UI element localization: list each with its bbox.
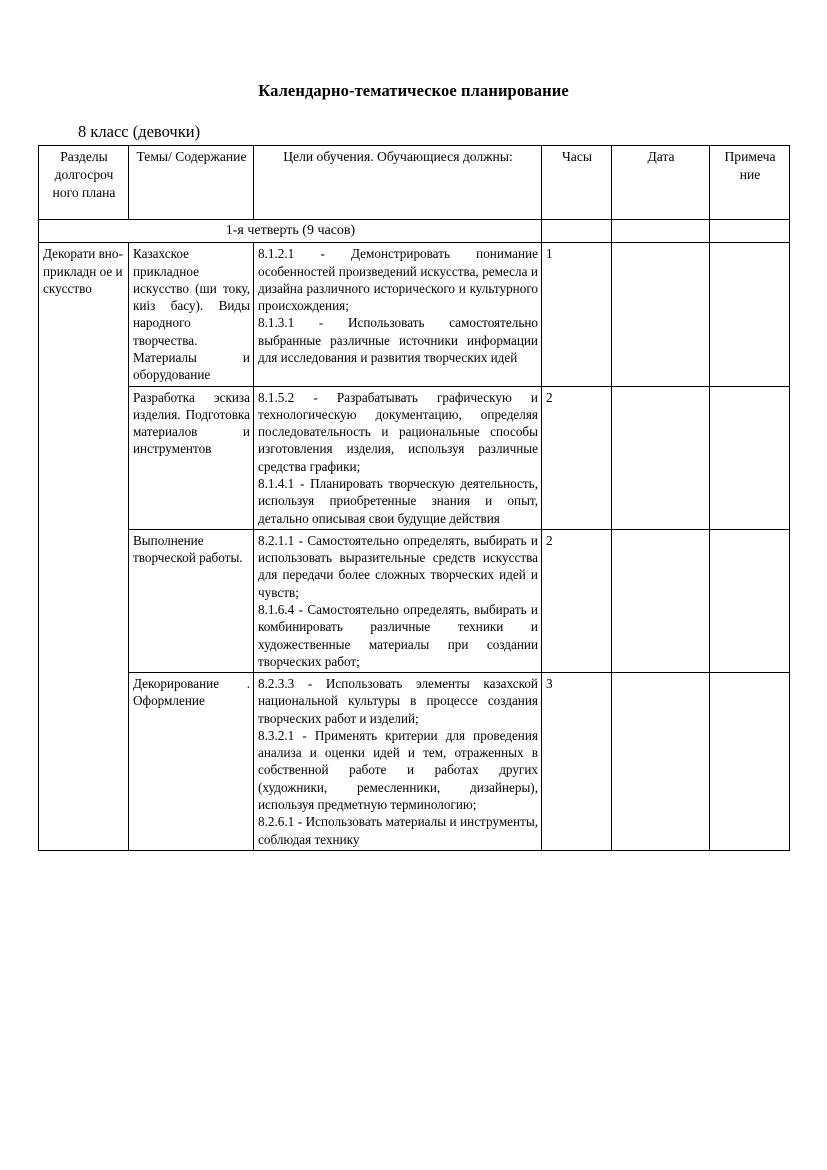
notes-cell: [710, 529, 790, 672]
date-cell: [612, 673, 710, 851]
calendar-thematic-planning-table: [38, 145, 790, 851]
table-header-row: [39, 146, 790, 220]
goal-item: 8.1.4.1 - Планировать творческую деятельность, используя приобретенные знания и опыт, детально описывая свои будущие действия: [258, 475, 538, 526]
table-row: [39, 673, 790, 851]
column-header-goals: Цели обучения. Обучающиеся должны:: [254, 146, 542, 220]
quarter-date-cell: [612, 220, 710, 243]
goals-cell: [254, 673, 542, 851]
page-bottom-clip: [0, 1090, 827, 1170]
date-cell: [612, 243, 710, 386]
topic-cell: Казахское прикладное искусство (ши току, киіз басу). Виды народного творчества. Материалы и оборудование: [129, 243, 254, 386]
table-row: [39, 529, 790, 672]
document-subtitle: 8 класс (девочки): [78, 122, 201, 141]
column-header-topics: Темы/ Содержание: [129, 146, 254, 220]
goal-item: 8.1.5.2 - Разрабатывать графическую и технологическую документацию, определяя последовательность и рациональные способы изготовления изделия, используя различные средства графики;: [258, 389, 538, 474]
column-header-notes: Примеча ние: [710, 146, 790, 220]
column-header-date: Дата: [612, 146, 710, 220]
hours-cell: 2: [542, 529, 612, 672]
goals-cell: [254, 386, 542, 529]
section-cell: Декорати вно-прикладн ое искусство: [39, 243, 129, 851]
topic-cell: Выполнение творческой работы.: [129, 529, 254, 672]
table-row: [39, 386, 790, 529]
column-header-sections: Разделы долгосроч ного плана: [39, 146, 129, 220]
page-title: Календарно-тематическое планирование: [258, 81, 569, 100]
hours-cell: 3: [542, 673, 612, 851]
quarter-banner: 1-я четверть (9 часов): [39, 220, 542, 243]
goal-item: 8.2.1.1 - Самостоятельно определять, выбирать и использовать выразительные средств искусства для передачи более сложных творческих идей и чувств;: [258, 532, 538, 600]
goal-item: 8.3.2.1 - Применять критерии для проведения анализа и оценки идей и тем, отраженных в собственной работе и работах других (художники, ремесленники, дизайнеры), используя предметную терминологию;: [258, 727, 538, 813]
hours-cell: 1: [542, 243, 612, 386]
notes-cell: [710, 243, 790, 386]
topic-cell: Декорирование . Оформление: [129, 673, 254, 851]
goals-cell: [254, 529, 542, 672]
topic-cell: Разработка эскиза изделия. Подготовка материалов и инструментов: [129, 386, 254, 529]
quarter-banner-row: [39, 220, 790, 243]
date-cell: [612, 386, 710, 529]
quarter-notes-cell: [710, 220, 790, 243]
date-cell: [612, 529, 710, 672]
goal-item: 8.2.3.3 - Использовать элементы казахской национальной культуры в процессе создания творческих работ и изделий;: [258, 676, 538, 726]
goal-item: 8.1.6.4 - Самостоятельно определять, выбирать и комбинировать различные техники и художественные материалы при создании творческих работ;: [258, 601, 538, 669]
quarter-hours-cell: [542, 220, 612, 243]
goal-item: 8.1.3.1 - Использовать самостоятельно выбранные различные источники информации для исследования и развития творческих идей: [258, 315, 538, 366]
goals-cell: [254, 243, 542, 386]
notes-cell: [710, 386, 790, 529]
goal-item: 8.2.6.1 - Использовать материалы и инструменты, соблюдая технику: [258, 814, 538, 847]
hours-cell: 2: [542, 386, 612, 529]
goal-item: 8.1.2.1 - Демонстрировать понимание особенностей произведений искусства, ремесла и дизайна различного исторического и культурного происхождения;: [258, 246, 538, 314]
notes-cell: [710, 673, 790, 851]
column-header-hours: Часы: [542, 146, 612, 220]
table-row: [39, 243, 790, 386]
